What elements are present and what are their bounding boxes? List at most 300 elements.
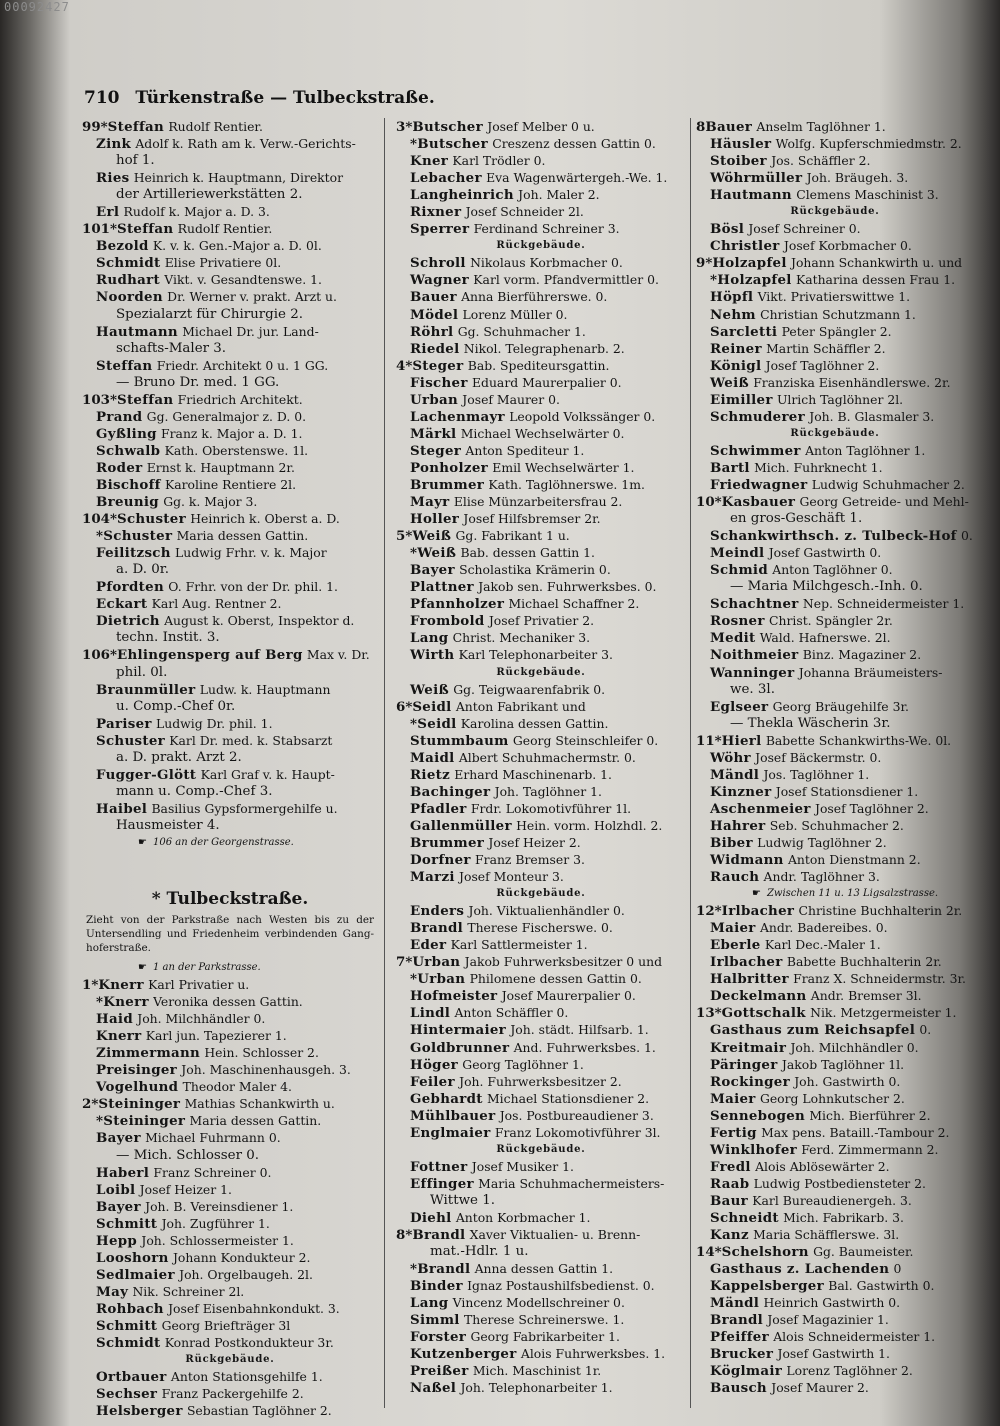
resident-name: Langheinrich (410, 187, 514, 204)
resident-entry (82, 1368, 378, 1385)
resident-details: Joh. Viktualienhändler 0. (468, 903, 625, 919)
resident-details: Max v. Dr. (306, 647, 370, 663)
resident-details: K. v. k. Gen.-Major a. D. 0l. (152, 238, 322, 254)
resident-name: Roder (96, 459, 143, 476)
entry-continuation: — Maria Milchgesch.-Inh. 0. (730, 579, 923, 595)
resident-entry (696, 919, 974, 936)
house-number: 10* (696, 494, 722, 511)
entry-continuation: phil. 0l. (116, 664, 168, 680)
resident-details: Babette Schankwirths-We. 0l. (765, 732, 952, 748)
resident-name: Fugger-Glött (96, 766, 197, 783)
resident-details: Ludwig Frhr. v. k. Major (175, 545, 327, 561)
resident-name: Wirth (410, 647, 455, 664)
resident-details: Lorenz Taglöhner 2. (786, 1363, 913, 1379)
resident-entry (696, 1039, 974, 1056)
resident-name: Maidl (410, 749, 455, 766)
resident-details: Franziska Eisenhändlerswe. 2r. (753, 374, 951, 390)
resident-details: Creszenz dessen Gattin 0. (492, 136, 656, 152)
resident-entry (82, 800, 378, 817)
resident-entry (696, 1362, 974, 1379)
resident-entry (696, 1073, 974, 1090)
resident-entry (82, 732, 378, 749)
resident-entry (82, 578, 378, 595)
resident-entry (82, 203, 378, 220)
resident-details: Ludwig Dr. phil. 1. (156, 715, 273, 731)
resident-name: Winklhofer (710, 1141, 797, 1158)
resident-details: Anton Spediteur 1. (465, 442, 585, 458)
resident-name: Ries (96, 170, 130, 187)
resident-name: Brummer (410, 834, 485, 851)
entry-continuation: Wittwe 1. (430, 1192, 495, 1208)
resident-entry (82, 1385, 378, 1402)
resident-details: Joh. Maschinenhausgeh. 3. (181, 1062, 351, 1078)
resident-name: Eglseer (710, 698, 769, 715)
resident-entry (396, 783, 686, 800)
resident-details: Martin Schäffler 2. (766, 340, 886, 356)
resident-details: Anna dessen Gattin 1. (474, 1261, 614, 1277)
resident-name: Eberle (710, 937, 761, 954)
resident-name: Bausch (710, 1380, 767, 1397)
resident-details: Jakob Taglöhner 1l. (781, 1056, 905, 1072)
entry-continuation: a. D. 0r. (116, 562, 169, 578)
entry-continuation: schafts-Maler 3. (116, 340, 227, 356)
resident-details: Andr. Taglöhner 3. (763, 869, 880, 885)
resident-details: Nik. Metzgermeister 1. (810, 1005, 957, 1021)
resident-details: Josef Eisenbahnkondukt. 3. (168, 1300, 340, 1316)
resident-name: Rietz (410, 766, 451, 783)
resident-name: Lebacher (410, 170, 482, 187)
resident-entry (696, 152, 974, 169)
resident-name: Zink (96, 136, 132, 153)
note-text: 106 an der Georgenstrasse. (152, 836, 294, 848)
resident-details: Josef Privatier 2. (488, 613, 595, 629)
resident-entry (696, 1056, 974, 1073)
house-number: 101* (82, 221, 117, 238)
resident-entry (396, 1090, 686, 1107)
resident-details: Sebastian Taglöhner 2. (186, 1403, 332, 1419)
resident-details: Hein. vorm. Holzhdl. 2. (516, 817, 663, 833)
resident-details: Jos. Postbureaudiener 3. (499, 1107, 654, 1123)
resident-entry (696, 544, 974, 561)
resident-entry (82, 1061, 378, 1078)
resident-entry (396, 1362, 686, 1379)
resident-details: Johann Schankwirth u. und (790, 255, 963, 271)
resident-name: Röhrl (410, 323, 454, 340)
resident-details: Anton Dienstmann 2. (787, 852, 921, 868)
resident-name: Mödel (410, 306, 459, 323)
resident-details: Josef Bäckermstr. 0. (755, 749, 882, 765)
resident-entry (396, 288, 686, 305)
note-text: 1 an der Parkstrasse. (152, 962, 261, 974)
resident-entry (396, 681, 686, 698)
resident-entry (696, 357, 974, 374)
resident-details: Christ. Spängler 2r. (768, 613, 893, 629)
resident-details: Josef Musiker 1. (471, 1158, 574, 1174)
resident-details: Franz Packergehilfe 2. (161, 1386, 304, 1402)
house-number: 1* (82, 977, 99, 994)
resident-name: Hierl (721, 732, 762, 749)
resident-entry (82, 1027, 378, 1044)
resident-name: Holzapfel (712, 255, 787, 272)
resident-name: Fredl (710, 1158, 751, 1175)
resident-name: May (96, 1283, 129, 1300)
resident-details: Josef Maurer 2. (771, 1380, 869, 1396)
resident-name: Christler (710, 238, 780, 255)
resident-name: Prand (96, 408, 143, 425)
resident-details: Anton Fabrikant und (455, 698, 586, 714)
resident-entry (696, 442, 974, 459)
resident-entry (696, 646, 974, 663)
resident-details: Ludwig Schuhmacher 2. (811, 476, 965, 492)
resident-details: Ernst k. Hauptmann 2r. (146, 459, 295, 475)
resident-name: Eder (410, 937, 447, 954)
resident-details: Heinrich Gastwirth 0. (763, 1295, 901, 1311)
resident-name: Urban (412, 954, 461, 971)
resident-details: Nikol. Telegraphenarb. 2. (463, 340, 625, 356)
resident-name: Steger (412, 357, 464, 374)
resident-details: And. Fuhrwerksbes. 1. (513, 1039, 656, 1055)
resident-name: Bayer (96, 1198, 141, 1215)
resident-details: Scholastika Krämerin 0. (459, 562, 611, 578)
resident-entry (696, 1243, 974, 1260)
resident-details: Andr. Bremser 3l. (810, 988, 922, 1004)
resident-name: Knerr (98, 977, 144, 994)
resident-details: Michael Stationsdiener 2. (487, 1090, 650, 1106)
resident-name: Wöhrmüller (710, 170, 803, 187)
resident-details: Leopold Volkssänger 0. (509, 408, 656, 424)
pointing-hand-icon: ☛ (138, 962, 147, 974)
entry-continuation: techn. Instit. 3. (116, 630, 220, 646)
resident-entry (396, 118, 686, 135)
resident-details: Georg Lohnkutscher 2. (759, 1090, 905, 1106)
resident-details: Wald. Hafnerswe. 2l. (759, 630, 891, 646)
resident-name: Ortbauer (96, 1369, 167, 1386)
resident-entry (82, 1112, 378, 1129)
resident-entry (396, 459, 686, 476)
resident-entry (82, 976, 378, 993)
house-number: 103* (82, 391, 117, 408)
resident-name: Frombold (410, 613, 485, 630)
resident-details: Josef Melber 0 u. (487, 119, 595, 134)
resident-details: Basilius Gypsformergehilfe u. (151, 800, 338, 816)
resident-entry (396, 1158, 686, 1175)
page-number: 710 (84, 88, 120, 108)
entry-continuation: — Bruno Dr. med. 1 GG. (116, 374, 280, 390)
column-1-entries-tulbeck (82, 959, 378, 1419)
resident-entry (696, 698, 974, 715)
resident-entry (396, 1294, 686, 1311)
entry-continuation: a. D. prakt. Arzt 2. (116, 749, 242, 765)
resident-entry (82, 1078, 378, 1095)
resident-details: Joh. Fuhrwerksbesitzer 2. (459, 1073, 622, 1089)
resident-entry (396, 135, 686, 152)
resident-entry (396, 1073, 686, 1090)
resident-name: Steininger (98, 1096, 181, 1113)
resident-name: Widmann (710, 852, 784, 869)
resident-details: Nik. Schreiner 2l. (132, 1283, 245, 1299)
resident-name: Dorfner (410, 852, 471, 869)
resident-entry (696, 749, 974, 766)
resident-details: Joh. Milchhändler 0. (790, 1039, 919, 1055)
resident-entry (696, 834, 974, 851)
resident-entry (696, 1141, 974, 1158)
resident-name: Diehl (410, 1210, 452, 1226)
resident-entry (696, 868, 974, 885)
street-title: * Tulbeckstraße. (151, 889, 309, 910)
resident-details: Christ. Mechaniker 3. (452, 630, 591, 646)
resident-name: *Seidl (410, 715, 457, 732)
resident-name: Brandl (410, 920, 464, 937)
resident-name: Kutzenberger (410, 1346, 517, 1363)
entry-continuation: — Thekla Wäscherin 3r. (730, 715, 891, 731)
resident-name: Stummbaum (410, 732, 509, 749)
resident-entry (396, 152, 686, 169)
house-number: 4* (396, 357, 413, 374)
resident-entry (396, 1175, 686, 1192)
resident-entry (696, 288, 974, 305)
resident-details: Karl Dec.-Maler 1. (764, 937, 881, 953)
resident-entry (82, 288, 378, 305)
resident-entry (696, 476, 974, 493)
resident-details: Bab. Spediteursgattin. (467, 357, 610, 373)
resident-entry (82, 1044, 378, 1061)
resident-details: Georg Fabrikarbeiter 1. (470, 1329, 620, 1345)
resident-entry (82, 715, 378, 732)
resident-details: Johanna Bräumeisters- (798, 664, 943, 680)
resident-entry (82, 425, 378, 442)
resident-name: Rockinger (710, 1073, 790, 1090)
resident-entry (82, 993, 378, 1010)
resident-entry (696, 527, 974, 544)
section-subheading: Rückgebäude. (496, 666, 586, 678)
resident-details: Theodor Maler 4. (182, 1079, 292, 1095)
resident-entry (82, 493, 378, 510)
resident-name: Sperrer (410, 221, 470, 238)
resident-name: Weiß (412, 528, 452, 545)
resident-details: Josef Korbmacher 0. (783, 238, 912, 254)
resident-details: 0. (919, 1022, 932, 1038)
resident-details: Maria Schuhmachermeisters- (478, 1175, 665, 1191)
resident-name: Eimiller (710, 391, 773, 408)
house-number: 106* (82, 647, 117, 664)
resident-entry (696, 1021, 974, 1038)
resident-name: Knerr (96, 1028, 142, 1045)
resident-details: Josef Maurerpalier 0. (501, 988, 636, 1004)
resident-details: Eva Wagenwärtergeh.-We. 1. (486, 170, 668, 186)
resident-entry (396, 391, 686, 408)
resident-name: Gottschalk (721, 1005, 806, 1022)
resident-entry (396, 425, 686, 442)
resident-name: Kreitmair (710, 1039, 787, 1056)
resident-name: Simml (410, 1312, 460, 1329)
resident-details: Karl vorm. Pfandvermittler 0. (473, 272, 659, 288)
resident-details: Mich. Fabrikarb. 3. (783, 1210, 904, 1225)
resident-name: Gallenmüller (410, 817, 512, 834)
resident-name: Weiß (410, 681, 449, 698)
column-2 (396, 118, 686, 1397)
resident-details: Emil Wechselwärter 1. (492, 459, 635, 475)
resident-entry (696, 220, 974, 237)
page-header (84, 88, 435, 108)
resident-entry (696, 1124, 974, 1141)
resident-name: Sechser (96, 1386, 158, 1403)
resident-details: Clemens Maschinist 3. (796, 187, 939, 203)
resident-name: Rauch (710, 869, 760, 886)
resident-entry (82, 1402, 378, 1419)
resident-entry (396, 1311, 686, 1328)
resident-details: Nikolaus Korbmacher 0. (470, 255, 623, 271)
resident-name: Feilitzsch (96, 545, 171, 562)
resident-name: Englmaier (410, 1124, 491, 1141)
resident-details: Joh. Bräugeh. 3. (806, 170, 909, 186)
resident-details: Frdr. Lokomotivführer 1l. (470, 800, 632, 816)
resident-name: Irlbacher (710, 954, 783, 971)
resident-entry (696, 118, 974, 135)
resident-entry (396, 902, 686, 919)
resident-details: Jakob sen. Fuhrwerksbes. 0. (478, 579, 657, 595)
resident-details: Karl Sattlermeister 1. (450, 937, 588, 953)
resident-name: Hahrer (710, 817, 766, 834)
resident-details: Anton Schäffler 0. (454, 1005, 569, 1021)
resident-name: Schmidt (96, 255, 161, 272)
resident-entry (696, 306, 974, 323)
resident-details: Adolf k. Rath am k. Verw.-Gerichts- (135, 136, 356, 152)
resident-name: *Urban (410, 971, 466, 988)
resident-entry (396, 408, 686, 425)
section-subheading: Rückgebäude. (496, 888, 586, 900)
resident-details: Andr. Badereibes. 0. (759, 920, 888, 936)
resident-name: Sennebogen (710, 1107, 806, 1124)
resident-entry (82, 1164, 378, 1181)
resident-name: Urban (410, 391, 459, 408)
resident-entry (82, 527, 378, 544)
resident-name: Preißer (410, 1363, 469, 1380)
resident-details: Karl Telephonarbeiter 3. (458, 647, 613, 663)
resident-name: Enders (410, 903, 465, 920)
resident-name: Bauer (705, 119, 753, 135)
resident-name: Steffan (96, 357, 153, 374)
resident-details: Mich. Maschinist 1r. (472, 1363, 602, 1379)
resident-details: Xaver Viktualien- u. Brenn- (469, 1227, 641, 1243)
resident-entry (396, 1379, 686, 1396)
resident-name: Plattner (410, 579, 474, 596)
resident-details: Joh. städt. Hilfsarb. 1. (510, 1022, 649, 1038)
resident-entry (696, 612, 974, 629)
resident-details: Gg. Baumeister. (813, 1244, 914, 1260)
resident-details: Karl Bureaudienergeh. 3. (752, 1192, 912, 1208)
cross-street-note (696, 885, 974, 902)
resident-details: Joh. Schlossermeister 1. (141, 1232, 294, 1248)
resident-name: Schroll (410, 255, 466, 272)
resident-entry (82, 544, 378, 561)
cross-street-note (82, 834, 378, 851)
resident-entry (396, 561, 686, 578)
resident-name: Pfadler (410, 800, 467, 817)
resident-name: Butscher (412, 119, 483, 135)
resident-details: Georg Briefträger 3l (161, 1318, 291, 1333)
resident-details: Friedrich Architekt. (177, 391, 303, 407)
resident-details: Alois Fuhrwerksbes. 1. (520, 1346, 666, 1362)
entry-continuation: Hausmeister 4. (116, 817, 220, 833)
resident-details: Ulrich Taglöhner 2l. (776, 391, 904, 407)
resident-name: Feiler (410, 1073, 455, 1090)
resident-name: Holler (410, 511, 460, 528)
resident-entry (696, 595, 974, 612)
house-number: 2* (82, 1096, 99, 1113)
resident-name: Wöhr (710, 749, 751, 766)
resident-entry (396, 749, 686, 766)
resident-entry (696, 1226, 974, 1243)
resident-entry (396, 306, 686, 323)
entry-continuation: hof 1. (116, 153, 155, 169)
resident-entry (696, 629, 974, 646)
resident-details: Ludwig Taglöhner 2. (757, 834, 887, 850)
resident-details: Rudolf k. Major a. D. 3. (123, 204, 270, 220)
resident-details: Vikt. Privatierswittwe 1. (757, 289, 911, 305)
resident-name: Fertig (710, 1124, 757, 1141)
house-number: 8 (696, 119, 706, 135)
resident-details: Elise Privatiere 0l. (164, 255, 282, 271)
resident-entry (396, 595, 686, 612)
resident-name: *Butscher (410, 136, 488, 153)
resident-details: Georg Getreide- und Mehl- (799, 494, 969, 510)
resident-name: Bischoff (96, 476, 161, 493)
resident-entry (696, 1004, 974, 1021)
resident-details: Alois Ablösewärter 2. (755, 1158, 890, 1174)
resident-details: Lorenz Müller 0. (462, 306, 568, 322)
resident-details: Anselm Taglöhner 1. (756, 119, 886, 134)
resident-details: Kath. Taglöhnerswe. 1m. (488, 476, 645, 492)
resident-name: Dietrich (96, 613, 160, 630)
resident-name: Steffan (107, 119, 165, 135)
resident-name: Lang (410, 630, 449, 647)
resident-entry (396, 1021, 686, 1038)
house-number: 12* (696, 903, 722, 920)
resident-entry (696, 340, 974, 357)
resident-name: Fottner (410, 1158, 468, 1175)
section-subheading: Rückgebäude. (496, 1143, 586, 1155)
section-subheading: Rückgebäude. (185, 1354, 275, 1366)
resident-details: Anton Taglöhner 0. (772, 562, 893, 578)
resident-details: Franz Schreiner 0. (153, 1164, 272, 1180)
resident-name: Pariser (96, 715, 152, 732)
resident-name: Bezold (96, 238, 149, 255)
resident-entry (696, 1328, 974, 1345)
resident-name: Fischer (410, 374, 468, 391)
resident-entry (696, 1107, 974, 1124)
resident-name: Maier (710, 1090, 756, 1107)
resident-name: Loibl (96, 1181, 136, 1198)
resident-entry (396, 1226, 686, 1243)
resident-entry (82, 1095, 378, 1112)
resident-name: Hautmann (96, 323, 178, 340)
resident-name: Gasthaus z. Lachenden (710, 1261, 890, 1278)
resident-entry (696, 664, 974, 681)
resident-details: Maria dessen Gattin. (176, 528, 309, 544)
resident-name: Irlbacher (721, 903, 795, 920)
entry-continuation: we. 3l. (730, 681, 775, 697)
resident-entry (396, 817, 686, 834)
resident-name: Lang (410, 1295, 449, 1312)
entry-continuation: mann u. Comp.-Chef 3. (116, 783, 273, 799)
resident-entry (396, 766, 686, 783)
resident-details: Michael Schaffner 2. (508, 596, 640, 612)
resident-name: *Brandl (410, 1261, 471, 1278)
resident-details: Franz k. Major a. D. 1. (161, 425, 303, 441)
resident-details: Hein. Schlosser 2. (204, 1045, 319, 1061)
resident-name: Biber (710, 834, 753, 851)
cross-street-note (82, 959, 378, 976)
